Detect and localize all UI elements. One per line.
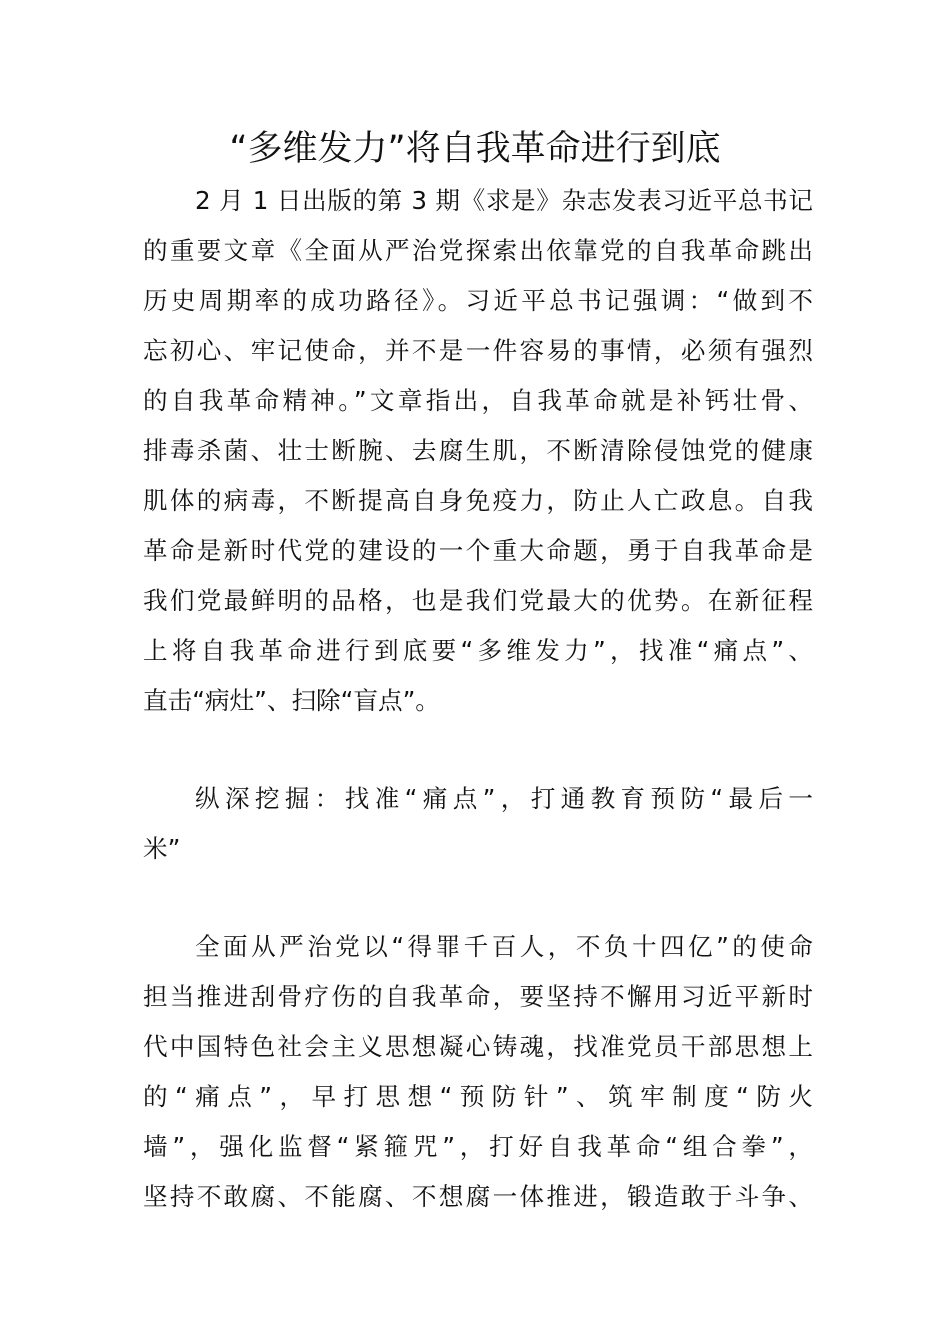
intro-line: 排毒杀菌、壮士断腕、去腐生肌，不断清除侵蚀党的健康 [143,436,813,465]
section-heading [143,774,813,874]
intro-line: 直击“病灶”、扫除“盲点”。 [143,686,440,715]
body-line: 的“痛点”，早打思想“预防针”、筑牢制度“防火 [143,1082,813,1111]
intro-line: 革命是新时代党的建设的一个重大命题，勇于自我革命是 [143,536,813,565]
intro-line: 历史周期率的成功路径》。习近平总书记强调：“做到不 [143,286,813,315]
body-line: 担当推进刮骨疗伤的自我革命，要坚持不懈用习近平新时 [143,982,813,1011]
document-title: “多维发力”将自我革命进行到底 [229,129,721,169]
intro-line: 忘初心、牢记使命，并不是一件容易的事情，必须有强烈 [143,336,813,365]
section-heading-line: 米” [143,834,181,863]
section-heading-line: 纵深挖掘：找准“痛点”，打通教育预防“最后一 [195,784,813,813]
intro-line: 2 月 1 日出版的第 3 期《求是》杂志发表习近平总书记 [195,186,813,215]
body-line: 坚持不敢腐、不能腐、不想腐一体推进，锻造敢于斗争、 [143,1182,813,1211]
intro-paragraph [143,176,813,726]
intro-line: 肌体的病毒，不断提高自身免疫力，防止人亡政息。自我 [143,486,813,515]
intro-line: 的自我革命精神。”文章指出，自我革命就是补钙壮骨、 [143,386,813,415]
intro-line: 我们党最鲜明的品格，也是我们党最大的优势。在新征程 [143,586,813,615]
body-line: 代中国特色社会主义思想凝心铸魂，找准党员干部思想上 [143,1032,813,1061]
section-body-paragraph [143,922,813,1222]
intro-line: 上将自我革命进行到底要“多维发力”，找准“痛点”、 [143,636,813,665]
body-line: 墙”，强化监督“紧箍咒”，打好自我革命“组合拳”， [143,1132,813,1161]
body-line: 全面从严治党以“得罪千百人，不负十四亿”的使命 [195,932,813,961]
intro-line: 的重要文章《全面从严治党探索出依靠党的自我革命跳出 [143,236,813,265]
